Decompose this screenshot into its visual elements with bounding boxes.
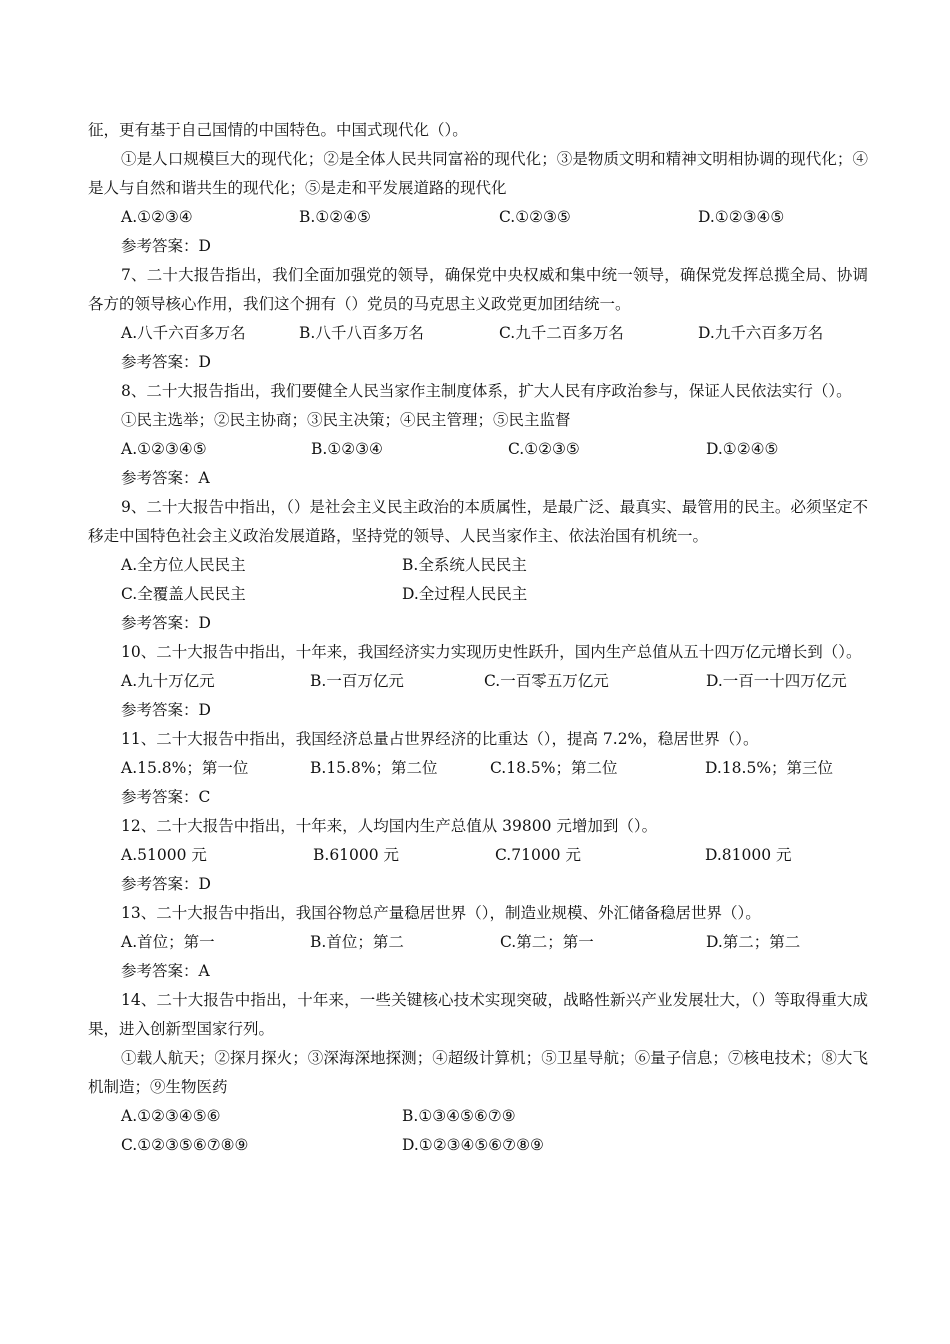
- option-c: C.①②③⑤: [499, 208, 571, 226]
- option-c: C.一百零五万亿元: [484, 672, 609, 690]
- option-b: B.八千八百多万名: [299, 324, 424, 342]
- answer: 参考答案：D: [121, 237, 211, 255]
- option-d: D.①②④⑤: [706, 440, 779, 458]
- question-9-options-row-1: [88, 551, 868, 580]
- option-d: D.九千六百多万名: [698, 324, 824, 342]
- option-d: D.81000 元: [705, 846, 792, 864]
- question-12-options: [88, 841, 868, 870]
- option-b: B.①③④⑤⑥⑦⑨: [402, 1107, 516, 1125]
- answer: 参考答案：C: [121, 788, 211, 806]
- document-page: [88, 116, 868, 1160]
- question-13-stem: 13、二十大报告中指出，我国谷物总产量稳居世界（），制造业规模、外汇储备稳居世界（）。: [121, 904, 761, 922]
- option-d: D.①②③④⑤: [698, 208, 785, 226]
- option-a: A.全方位人民民主: [121, 556, 246, 574]
- option-d: D.18.5%；第三位: [705, 759, 834, 777]
- option-a: A.①②③④⑤⑥: [121, 1107, 221, 1125]
- option-c: C.①②③⑤⑥⑦⑧⑨: [121, 1136, 249, 1154]
- intro-line: 征，更有基于自己国情的中国特色。中国式现代化（）。: [88, 121, 468, 139]
- option-a: A.①②③④⑤: [121, 440, 207, 458]
- question-10-stem: 10、二十大报告中指出，十年来，我国经济实力实现历史性跃升，国内生产总值从五十四万亿元增长到（）。: [121, 643, 862, 661]
- intro-statements: ①是人口规模巨大的现代化；②是全体人民共同富裕的现代化；③是物质文明和精神文明相协调的现代化；④是人与自然和谐共生的现代化；⑤是走和平发展道路的现代化: [88, 150, 868, 197]
- option-c: C.71000 元: [495, 846, 581, 864]
- option-c: C.18.5%；第二位: [490, 759, 618, 777]
- answer: 参考答案：A: [121, 962, 210, 980]
- answer: 参考答案：A: [121, 469, 210, 487]
- option-a: A.八千六百多万名: [121, 324, 246, 342]
- question-8-options: [88, 435, 868, 464]
- option-d: D.①②③④⑤⑥⑦⑧⑨: [402, 1136, 544, 1154]
- option-c: C.第二；第一: [500, 933, 594, 951]
- question-9-stem: 9、二十大报告中指出，（）是社会主义民主政治的本质属性，是最广泛、最真实、最管用的民主。必须坚定不移走中国特色社会主义政治发展道路，坚持党的领导、人民当家作主、依法治国有机统一。: [88, 498, 868, 545]
- option-c: C.①②③⑤: [508, 440, 580, 458]
- question-14-stem: 14、二十大报告中指出，十年来，一些关键核心技术实现突破，战略性新兴产业发展壮大，（）等取得重大成果，进入创新型国家行列。: [88, 991, 868, 1038]
- question-10-options: [88, 667, 868, 696]
- option-d: D.第二；第二: [706, 933, 801, 951]
- option-a: A.①②③④: [121, 208, 193, 226]
- option-b: B.一百万亿元: [310, 672, 404, 690]
- option-b: B.61000 元: [313, 846, 400, 864]
- option-b: B.全系统人民民主: [402, 556, 527, 574]
- question-7-stem: 7、二十大报告指出，我们全面加强党的领导，确保党中央权威和集中统一领导，确保党发挥总揽全局、协调各方的领导核心作用，我们这个拥有（）党员的马克思主义政党更加团结统一。: [88, 266, 868, 313]
- option-c: C.全覆盖人民民主: [121, 585, 246, 603]
- question-11-stem: 11、二十大报告中指出，我国经济总量占世界经济的比重达（），提高 7.2%，稳居世界（）。: [121, 730, 759, 748]
- option-a: A.15.8%；第一位: [121, 759, 249, 777]
- option-a: A.51000 元: [121, 846, 207, 864]
- option-b: B.15.8%；第二位: [310, 759, 438, 777]
- option-a: A.首位；第一: [121, 933, 215, 951]
- question-11-options: [88, 754, 868, 783]
- option-b: B.①②③④: [311, 440, 383, 458]
- option-a: A.九十万亿元: [121, 672, 215, 690]
- question-9-options-row-2: [88, 580, 868, 609]
- question-8-statements: ①民主选举；②民主协商；③民主决策；④民主管理；⑤民主监督: [121, 411, 571, 429]
- answer: 参考答案：D: [121, 353, 211, 371]
- question-14-options-row-2: [88, 1131, 868, 1160]
- question-13-options: [88, 928, 868, 957]
- question-12-stem: 12、二十大报告中指出，十年来，人均国内生产总值从 39800 元增加到（）。: [121, 817, 658, 835]
- question-14-statements: ①载人航天；②探月探火；③深海深地探测；④超级计算机；⑤卫星导航；⑥量子信息；⑦核电技术；⑧大飞机制造；⑨生物医药: [88, 1049, 868, 1096]
- option-d: D.全过程人民民主: [402, 585, 528, 603]
- question-14-options-row-1: [88, 1102, 868, 1131]
- option-d: D.一百一十四万亿元: [706, 672, 847, 690]
- answer: 参考答案：D: [121, 701, 211, 719]
- answer: 参考答案：D: [121, 614, 211, 632]
- option-c: C.九千二百多万名: [499, 324, 624, 342]
- answer: 参考答案：D: [121, 875, 211, 893]
- question-7-options: [88, 319, 868, 348]
- intro-options: [88, 203, 868, 232]
- option-b: B.①②④⑤: [299, 208, 371, 226]
- option-b: B.首位；第二: [310, 933, 404, 951]
- question-8-stem: 8、二十大报告指出，我们要健全人民当家作主制度体系，扩大人民有序政治参与，保证人民依法实行（）。: [121, 382, 852, 400]
